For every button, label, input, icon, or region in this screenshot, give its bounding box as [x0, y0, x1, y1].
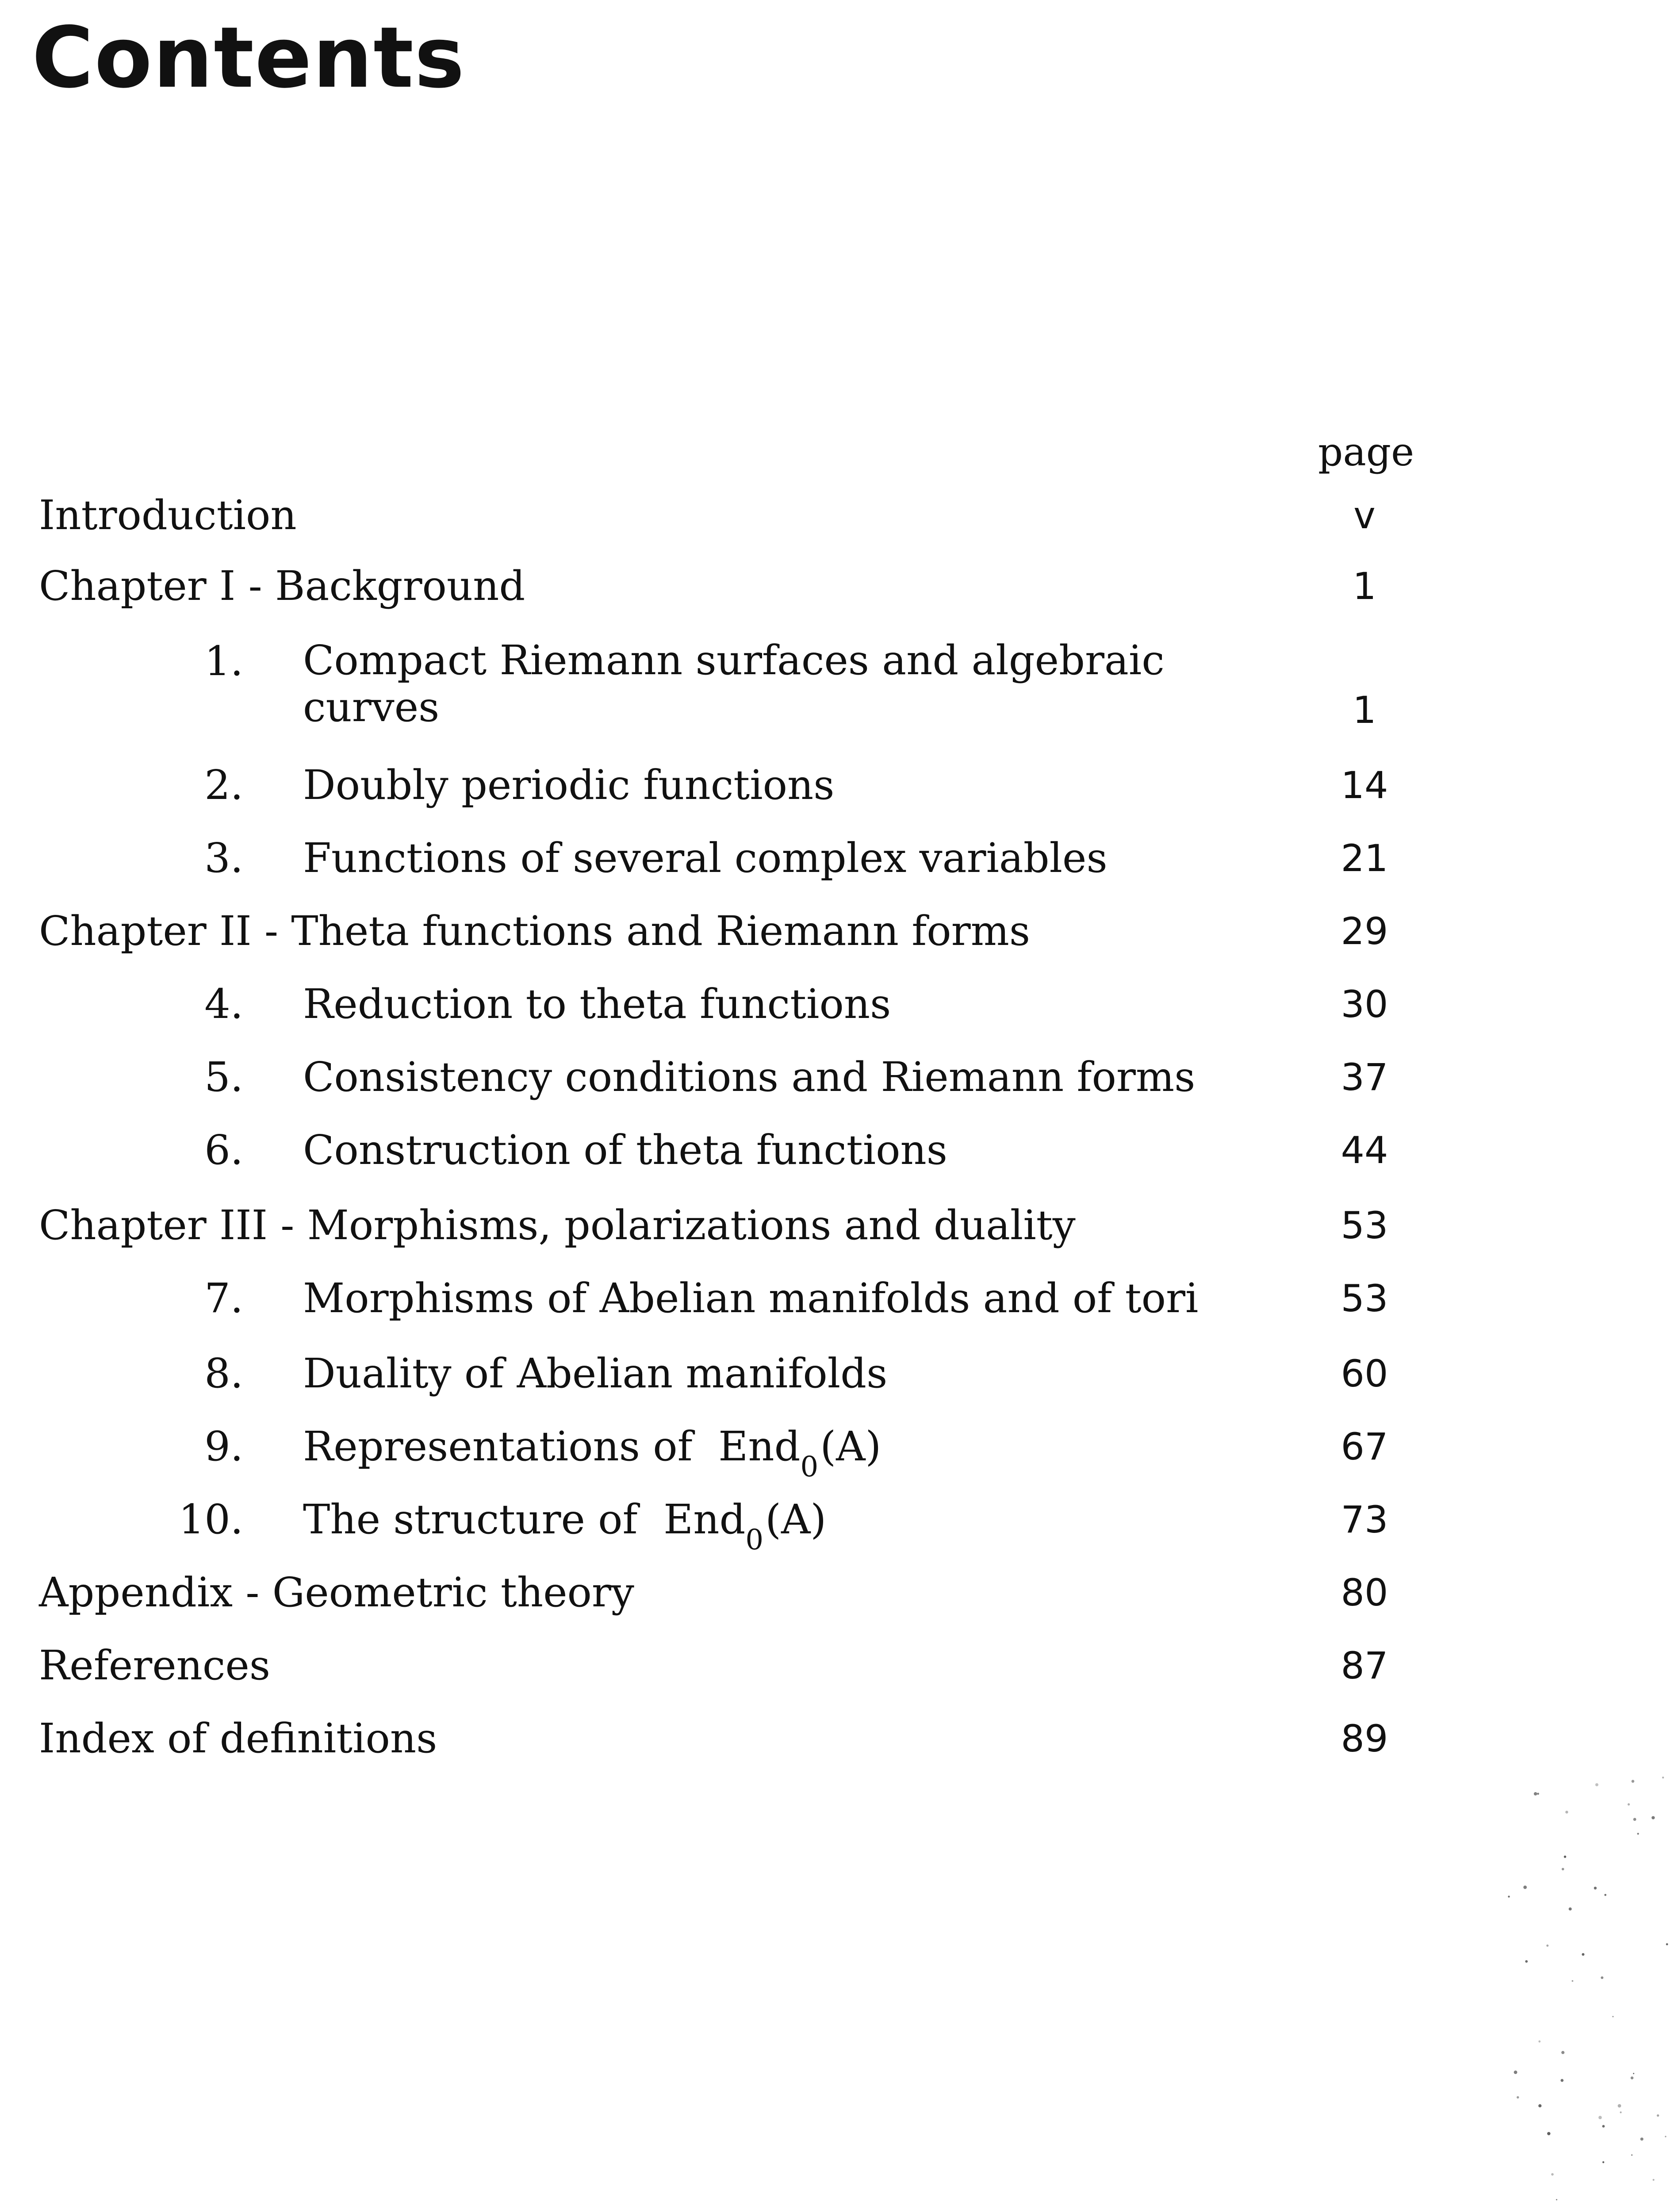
toc-entry-label: Chapter II - Theta functions and Riemann forms — [39, 907, 1031, 955]
toc-entry-chapter-2 — [0, 907, 1671, 978]
toc-entry-number: 2. — [204, 761, 243, 809]
toc-entry-page: 44 — [1341, 1129, 1388, 1172]
toc-entry-page: 21 — [1341, 837, 1388, 880]
toc-entry-title — [303, 637, 1165, 731]
toc-entry-label: Chapter III - Morphisms, polarizations and duality — [39, 1202, 1076, 1249]
toc-entry-title — [303, 1495, 827, 1556]
toc-entry-label: Index of definitions — [39, 1715, 437, 1762]
toc-entry-page: 80 — [1341, 1571, 1388, 1614]
toc-entry-label: Chapter I - Background — [39, 562, 525, 610]
toc-entry-number: 8. — [204, 1350, 243, 1397]
toc-entry-page: 89 — [1341, 1717, 1388, 1760]
toc-entry-page: 1 — [1353, 688, 1376, 732]
toc-entry-title: Doubly periodic functions — [303, 761, 835, 809]
toc-entry-number: 7. — [204, 1275, 243, 1322]
toc-entry-title: Duality of Abelian manifolds — [303, 1350, 888, 1397]
toc-entry-page: 73 — [1341, 1498, 1388, 1541]
toc-entry-title-subscript: 0 — [745, 1524, 764, 1556]
toc-entry-page: 29 — [1341, 910, 1388, 953]
toc-entry-title — [303, 1422, 881, 1483]
toc-entry-number: 9. — [204, 1423, 243, 1470]
toc-entry-title: Reduction to theta functions — [303, 980, 891, 1028]
toc-entry-page: 53 — [1341, 1277, 1388, 1320]
toc-entry-number: 5. — [204, 1053, 243, 1101]
toc-entry-label: Introduction — [39, 492, 297, 539]
toc-entry-title-prefix: Representations of End — [303, 1423, 801, 1470]
toc-entry-section-8 — [0, 1349, 1671, 1420]
toc-entry-page: 1 — [1353, 565, 1376, 608]
toc-entry-page: v — [1353, 494, 1376, 537]
toc-entry-label: Appendix - Geometric theory — [39, 1569, 634, 1616]
toc-entry-page: 14 — [1341, 764, 1388, 807]
toc-entry-section-1 — [0, 637, 1671, 752]
toc-entry-appendix — [0, 1568, 1671, 1639]
toc-entry-introduction — [0, 491, 1671, 562]
toc-entry-page: 87 — [1341, 1644, 1388, 1687]
toc-entry-references — [0, 1641, 1671, 1712]
toc-entry-number: 6. — [204, 1126, 243, 1174]
toc-entry-number: 10. — [178, 1496, 243, 1543]
toc-entry-section-9 — [0, 1422, 1671, 1493]
toc-entry-title-prefix: The structure of End — [303, 1496, 746, 1543]
toc-entry-section-3 — [0, 834, 1671, 905]
toc-entry-section-5 — [0, 1053, 1671, 1124]
toc-entry-section-6 — [0, 1126, 1671, 1197]
toc-entry-title: Construction of theta functions — [303, 1126, 947, 1174]
toc-entry-title: Morphisms of Abelian manifolds and of tori — [303, 1275, 1199, 1322]
toc-entry-chapter-3 — [0, 1201, 1671, 1272]
toc-entry-page: 60 — [1341, 1352, 1388, 1395]
toc-entry-title-line2: curves — [303, 684, 440, 731]
toc-entry-title: Consistency conditions and Riemann forms — [303, 1053, 1196, 1101]
toc-entry-page: 30 — [1341, 983, 1388, 1026]
toc-entry-title-line1: Compact Riemann surfaces and algebraic — [303, 637, 1165, 684]
page-title: Contents — [32, 9, 466, 107]
toc-entry-section-7 — [0, 1274, 1671, 1345]
toc-entry-index — [0, 1714, 1671, 1785]
toc-entry-title-suffix: (A) — [765, 1496, 827, 1543]
toc-entry-number: 1. — [204, 637, 243, 685]
toc-entry-section-2 — [0, 761, 1671, 832]
toc-entry-page: 53 — [1341, 1204, 1388, 1247]
toc-entry-section-10 — [0, 1495, 1671, 1566]
page-column-header: page — [1318, 429, 1414, 475]
toc-entry-chapter-1 — [0, 562, 1671, 633]
toc-entry-section-4 — [0, 980, 1671, 1051]
toc-entry-label: References — [39, 1642, 271, 1689]
toc-entry-page: 37 — [1341, 1056, 1388, 1099]
toc-entry-number: 4. — [204, 980, 243, 1028]
toc-entry-page: 67 — [1341, 1425, 1388, 1468]
toc-entry-title-suffix: (A) — [820, 1423, 881, 1470]
toc-entry-number: 3. — [204, 834, 243, 882]
toc-entry-title-subscript: 0 — [800, 1451, 819, 1483]
toc-entry-title: Functions of several complex variables — [303, 834, 1108, 882]
